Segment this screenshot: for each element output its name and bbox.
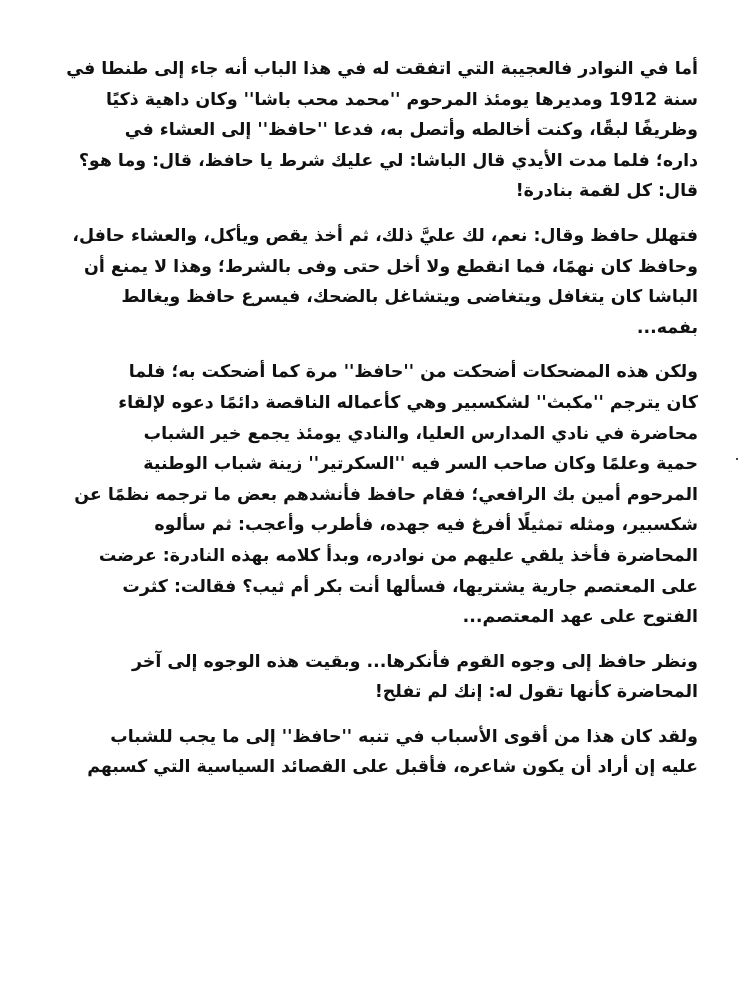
text-line: وظريفًا لبقًا، وكنت أخالطه وأتصل به، فدعا ''حافظ'' إلى العشاء في <box>124 120 698 141</box>
text-line: محاضرة في نادي المدارس العليا، والنادي يومئذ يجمع خير الشباب <box>143 423 698 444</box>
text-line: الفتوح على عهد المعتصم... <box>462 607 698 628</box>
text-line: عليه إن أراد أن يكون شاعره، فأقبل على القصائد السياسية التي كسبهم <box>87 757 698 778</box>
text-line: فتهلل حافظ وقال: نعم، لك عليَّ ذلك، ثم أخذ يقص ويأكل، والعشاء حافل، <box>72 225 698 246</box>
text-line: بفمه... <box>636 317 698 338</box>
margin-mark <box>736 458 738 460</box>
text-line: المحاضرة كأنها تقول له: إنك لم تفلح! <box>374 682 698 703</box>
text-line: داره؛ فلما مدت الأيدي قال الباشا: لي عليك شرط يا حافظ، قال: وما هو؟ <box>78 150 698 171</box>
text-line: ولقد كان هذا من أقوى الأسباب في تنبه ''حافظ'' إلى ما يجب للشباب <box>110 726 698 747</box>
text-line: سنة 1912 ومديرها يومئذ المرحوم ''محمد محب باشا'' وكان داهية ذكيًا <box>105 89 698 110</box>
paragraph-4 <box>66 647 698 708</box>
text-line: شكسبير، ومثله تمثيلًا أفرغ فيه جهده، فأطرب وأعجب: ثم سألوه <box>154 515 698 536</box>
text-line: وحافظ كان نهمًا، فما انقطع ولا أخل حتى وفى بالشرط؛ وهذا لا يمنع أن <box>84 256 698 277</box>
text-line: الباشا كان يتغافل ويتغاضى ويتشاغل بالضحك، فيسرع حافظ ويغالط <box>121 287 698 308</box>
text-line: ونظر حافظ إلى وجوه القوم فأنكرها... وبقيت هذه الوجوه إلى آخر <box>132 651 698 672</box>
text-line: على المعتصم جارية يشتريها، فسألها أنت بكر أم ثيب؟ فقالت: كثرت <box>122 576 698 597</box>
paragraph-3 <box>66 357 698 632</box>
text-line: المحاضرة فأخذ يلقي عليهم من نوادره، وبدأ كلامه بهذه النادرة: عرضت <box>98 545 698 566</box>
paragraph-5 <box>66 722 698 783</box>
text-line: حمية وعلمًا وكان صاحب السر فيه ''السكرتير'' زينة شباب الوطنية <box>143 454 698 475</box>
paragraph-2 <box>66 221 698 343</box>
text-line: قال: كل لقمة بنادرة! <box>515 181 698 202</box>
paragraph-1 <box>66 54 698 207</box>
text-line: المرحوم أمين بك الرافعي؛ فقام حافظ فأنشدهم بعض ما ترجمه نظمًا عن <box>74 484 698 505</box>
text-line: كان يترجم ''مكبث'' لشكسبير وهي كأعماله الناقصة دائمًا دعوه لإلقاء <box>118 392 698 413</box>
text-line: أما في النوادر فالعجيبة التي اتفقت له في هذا الباب أنه جاء إلى طنطا في <box>66 59 698 79</box>
document-page <box>66 54 698 797</box>
text-line: ولكن هذه المضحكات أضحكت من ''حافظ'' مرة كما أضحكت به؛ فلما <box>128 362 698 383</box>
